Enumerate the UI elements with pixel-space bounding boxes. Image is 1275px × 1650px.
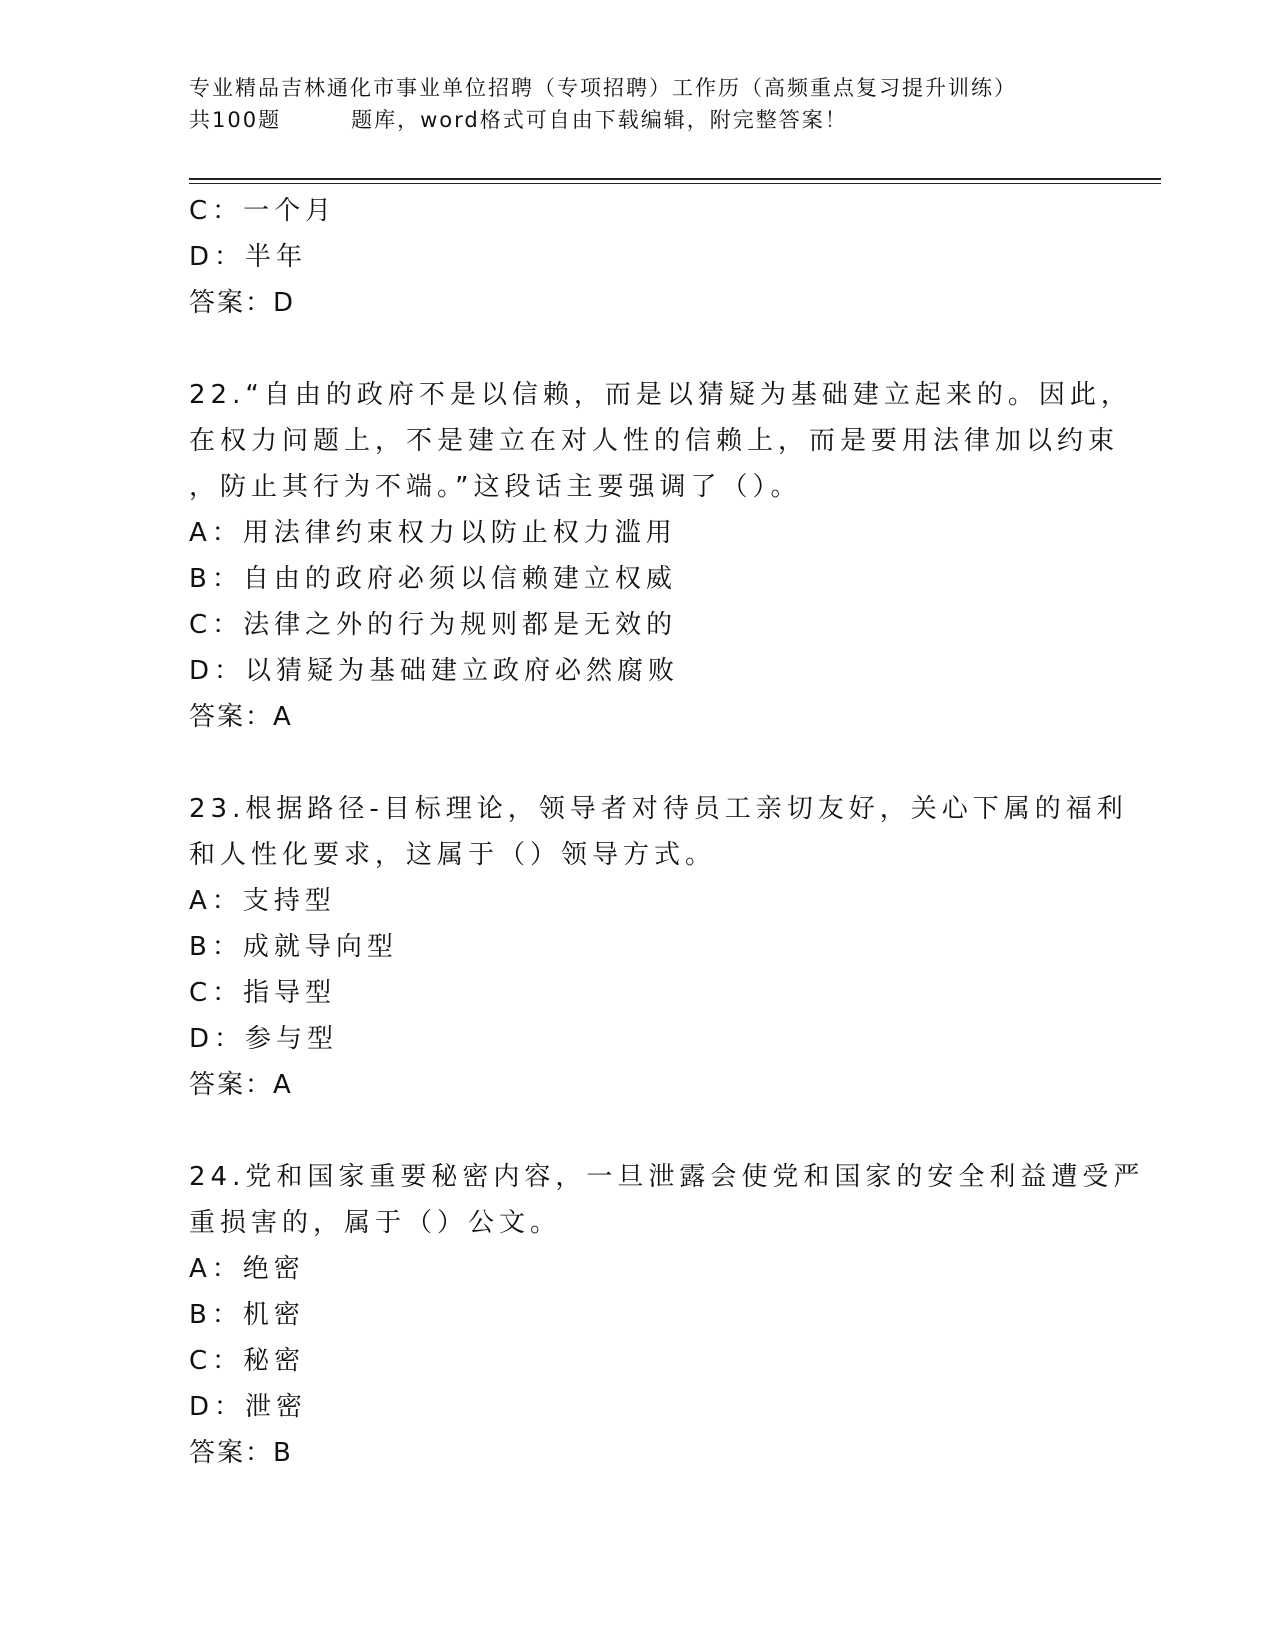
option-c: C：法律之外的行为规则都是无效的 — [189, 610, 678, 640]
option-c: C：秘密 — [189, 1346, 306, 1376]
option-d: D：参与型 — [189, 1024, 339, 1054]
option-c: C：一个月 — [189, 196, 337, 226]
option-d: D：泄密 — [189, 1392, 308, 1422]
question-23 — [189, 786, 1128, 1108]
option-a: A：绝密 — [189, 1254, 305, 1284]
option-d: D：以猜疑为基础建立政府必然腐败 — [189, 656, 680, 686]
option-d: D：半年 — [189, 242, 308, 272]
option-b: B：成就导向型 — [189, 932, 398, 962]
answer-line: 答案：A — [189, 1070, 293, 1100]
question-text-line: ，防止其行为不端。”这段话主要强调了（）。 — [189, 472, 802, 502]
option-a: A：支持型 — [189, 886, 336, 916]
header-title-line: 专业精品吉林通化市事业单位招聘（专项招聘）工作历（高频重点复习提升训练） — [189, 76, 1017, 100]
header-subtitle-line — [189, 104, 1169, 136]
answer-line: 答案：A — [189, 702, 293, 732]
option-c: C：指导型 — [189, 978, 337, 1008]
document-header — [189, 72, 1169, 136]
question-text-line: 23.根据路径-目标理论，领导者对待员工亲切友好，关心下属的福利 — [189, 794, 1128, 824]
option-b: B：自由的政府必须以信赖建立权威 — [189, 564, 677, 594]
question-text-line: 重损害的，属于（）公文。 — [189, 1208, 562, 1238]
answer-line: 答案：B — [189, 1438, 293, 1468]
format-note: 题库，word格式可自由下载编辑，附完整答案！ — [351, 108, 848, 132]
header-rule-thick — [189, 178, 1161, 180]
option-b: B：机密 — [189, 1300, 305, 1330]
option-a: A：用法律约束权力以防止权力滥用 — [189, 518, 677, 548]
question-22 — [189, 372, 1132, 740]
header-rule-thin — [189, 183, 1161, 184]
question-count: 共100题 — [189, 108, 282, 132]
question-24 — [189, 1154, 1145, 1476]
question-text-line: 24.党和国家重要秘密内容，一旦泄露会使党和国家的安全利益遭受严 — [189, 1162, 1145, 1192]
question-text-line: 和人性化要求，这属于（）领导方式。 — [189, 840, 717, 870]
question-text-line: 在权力问题上，不是建立在对人性的信赖上，而是要用法律加以约束 — [189, 426, 1120, 456]
question-list — [189, 188, 1145, 1476]
question-text-line: 22.“自由的政府不是以信赖，而是以猜疑为基础建立起来的。因此， — [189, 380, 1132, 410]
answer-line: 答案：D — [189, 288, 296, 318]
